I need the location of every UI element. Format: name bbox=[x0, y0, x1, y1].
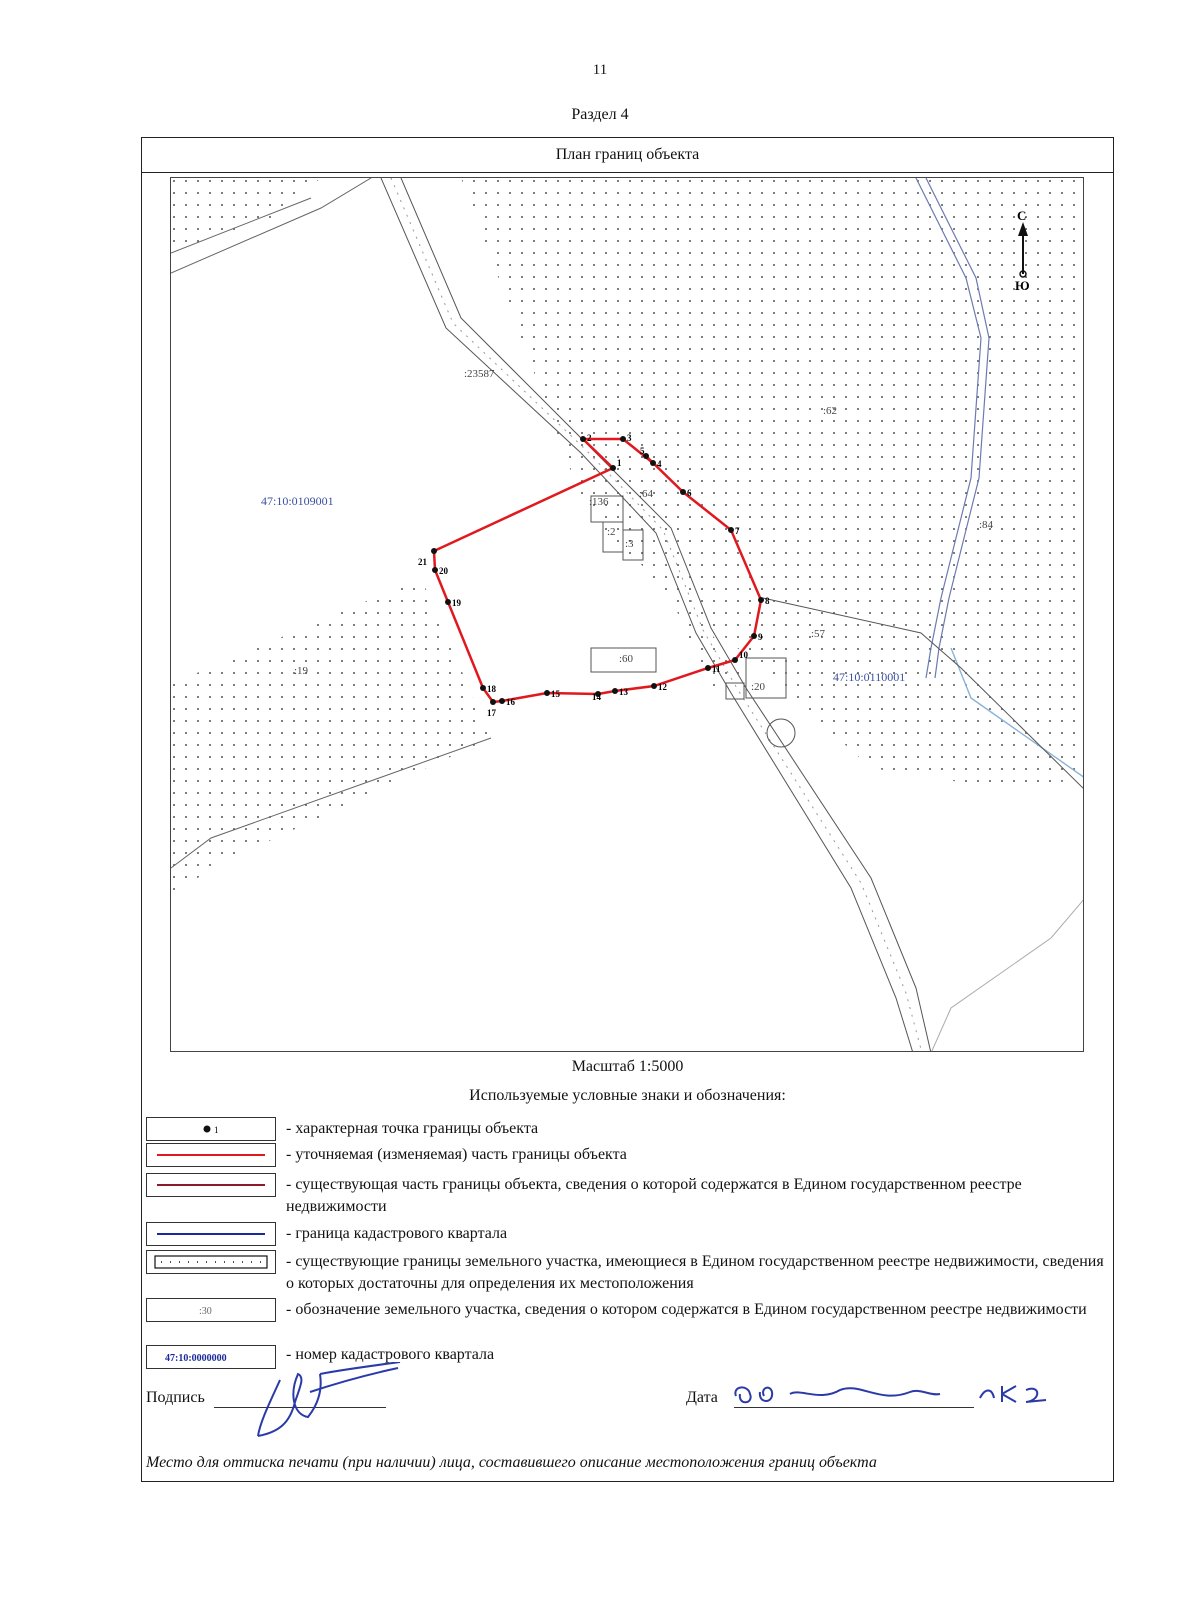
legend-heading: Используемые условные знаки и обозначения: bbox=[469, 1087, 786, 1104]
boundary-point-label-17: 17 bbox=[487, 708, 496, 718]
north-label: С bbox=[1017, 208, 1027, 223]
boundary-point-label-16: 16 bbox=[506, 697, 515, 707]
boundary-point-label-12: 12 bbox=[658, 682, 667, 692]
parcel-label-57: :57 bbox=[811, 628, 826, 640]
legend-sample-point bbox=[146, 1117, 276, 1141]
section-title: Раздел 4 bbox=[571, 106, 629, 123]
legend-parcel-sample-text: :30 bbox=[199, 1306, 212, 1317]
parcel-label-19: :19 bbox=[294, 665, 309, 677]
frame-title: План границ объекта bbox=[141, 137, 1114, 173]
boundary-point-label-5: 5 bbox=[640, 446, 645, 456]
legend-sample-parcel-boundary bbox=[146, 1250, 276, 1274]
boundary-point-label-9: 9 bbox=[758, 632, 763, 642]
faint-track bbox=[931, 898, 1084, 1052]
stamp-note: Место для оттиска печати (при наличии) лица, составившего описание местоположения границ объекта bbox=[146, 1454, 877, 1471]
boundary-point-2 bbox=[580, 436, 586, 442]
date-label: Дата bbox=[686, 1389, 718, 1406]
boundary-point-13 bbox=[612, 688, 618, 694]
boundary-point-7 bbox=[728, 527, 734, 533]
boundary-point-label-15: 15 bbox=[551, 689, 560, 699]
legend-item-parcel-boundary: - существующие границы земельного участка, имеющиеся в Едином государственном реестре недвижимости, сведения о которых достаточны для определения их местоположения bbox=[286, 1253, 1104, 1292]
boundary-point-label-2: 2 bbox=[587, 433, 592, 443]
legend-item-changed-boundary: - уточняемая (изменяемая) часть границы объекта bbox=[286, 1146, 627, 1163]
legend-item-quarter-number: - номер кадастрового квартала bbox=[286, 1346, 495, 1363]
boundary-map bbox=[170, 177, 1084, 1052]
parcel-label-136: :136 bbox=[589, 496, 609, 508]
boundary-point-17 bbox=[490, 699, 496, 705]
boundary-point-label-4: 4 bbox=[657, 459, 662, 469]
round-structure bbox=[767, 719, 795, 747]
parcel-label-84: :84 bbox=[979, 519, 994, 531]
boundary-point-label-20: 20 bbox=[439, 566, 448, 576]
boundary-point-21 bbox=[431, 548, 437, 554]
dotted-parcel-north bbox=[396, 178, 1084, 790]
boundary-point-20 bbox=[432, 567, 438, 573]
legend-item-parcel-label: - обозначение земельного участка, сведения о котором содержатся в Едином государственном реестре недвижимости bbox=[286, 1301, 1087, 1318]
boundary-point-12 bbox=[651, 683, 657, 689]
parcel-label-64: :64 bbox=[639, 488, 654, 500]
boundary-point-15 bbox=[544, 690, 550, 696]
handwritten-date bbox=[730, 1378, 1080, 1412]
legend-item-existing-boundary: - существующая часть границы объекта, сведения о которой содержатся в Едином государственном реестре недвижимости bbox=[286, 1176, 1022, 1215]
boundary-point-label-6: 6 bbox=[687, 488, 692, 498]
legend-sample-quarter-boundary bbox=[146, 1222, 276, 1246]
legend-quarter-sample-text: 47:10:0000000 bbox=[165, 1353, 227, 1364]
boundary-point-11 bbox=[705, 665, 711, 671]
page-number: 11 bbox=[592, 62, 608, 78]
parcel-label-2: :2 bbox=[607, 526, 616, 538]
boundary-point-19 bbox=[445, 599, 451, 605]
handwritten-signature bbox=[250, 1362, 410, 1442]
legend-sample-changed-boundary bbox=[146, 1143, 276, 1167]
boundary-point-3 bbox=[620, 436, 626, 442]
boundary-point-label-7: 7 bbox=[735, 526, 740, 536]
boundary-point-label-19: 19 bbox=[452, 598, 461, 608]
boundary-point-18 bbox=[480, 685, 486, 691]
parcel-label-3: :3 bbox=[625, 538, 634, 550]
south-label: Ю bbox=[1015, 278, 1030, 293]
boundary-point-label-18: 18 bbox=[487, 684, 496, 694]
boundary-point-label-3: 3 bbox=[627, 433, 632, 443]
quarter-label-east: 47:10:0110001 bbox=[833, 670, 906, 684]
dotted-parcel-northwest bbox=[171, 178, 321, 253]
boundary-point-4 bbox=[650, 460, 656, 466]
boundary-point-label-21: 21 bbox=[418, 557, 427, 567]
boundary-point-label-10: 10 bbox=[739, 650, 748, 660]
boundary-point-9 bbox=[751, 633, 757, 639]
boundary-point-label-13: 13 bbox=[619, 687, 628, 697]
legend-item-quarter-boundary: - граница кадастрового квартала bbox=[286, 1225, 508, 1242]
boundary-point-1 bbox=[610, 465, 616, 471]
parcel-label-23587: :23587 bbox=[464, 368, 495, 380]
parcel-label-20: :20 bbox=[751, 681, 766, 693]
boundary-point-label-14: 14 bbox=[592, 692, 601, 702]
dotted-parcel-west bbox=[171, 578, 491, 898]
parcel-label-62: :62 bbox=[823, 405, 838, 417]
legend-point-number: 1 bbox=[214, 1125, 219, 1135]
legend-sample-existing-boundary bbox=[146, 1173, 276, 1197]
boundary-point-10 bbox=[732, 657, 738, 663]
boundary-point-16 bbox=[499, 698, 505, 704]
scale-label: Масштаб 1:5000 bbox=[571, 1058, 684, 1075]
boundary-point-8 bbox=[758, 597, 764, 603]
legend-sample-parcel-label bbox=[146, 1298, 276, 1322]
boundary-point-label-8: 8 bbox=[765, 596, 770, 606]
map-svg bbox=[171, 178, 1084, 1052]
boundary-point-label-1: 1 bbox=[617, 458, 622, 468]
boundary-point-label-11: 11 bbox=[712, 664, 721, 674]
quarter-label-west: 47:10:0109001 bbox=[261, 494, 334, 508]
legend-item-point: - характерная точка границы объекта bbox=[286, 1120, 539, 1137]
boundary-point-6 bbox=[680, 489, 686, 495]
parcel-label-60: :60 bbox=[619, 653, 634, 665]
signature-label: Подпись bbox=[146, 1389, 205, 1406]
